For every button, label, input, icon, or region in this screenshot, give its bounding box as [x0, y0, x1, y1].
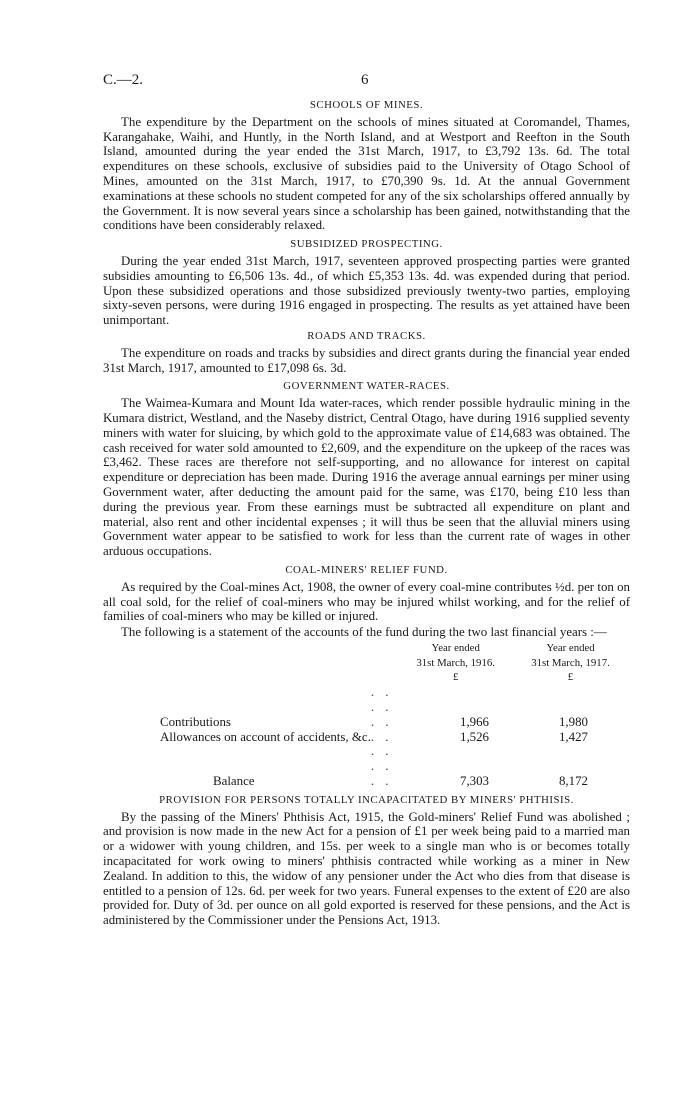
- paragraph-roads-and-tracks: The expenditure on roads and tracks by subsidies and direct grants during the financial year ended 31st March, 1917, amounted to £17,098 6s. 3d.: [103, 345, 630, 375]
- col-unit-1917: £: [567, 671, 574, 684]
- section-heading-schools-of-mines: SCHOOLS OF MINES.: [309, 99, 424, 111]
- section-heading-water-races: GOVERNMENT WATER-RACES.: [283, 380, 450, 393]
- section-heading-roads-and-tracks: ROADS AND TRACKS.: [307, 329, 426, 342]
- value-balance-1916: 7,303: [460, 774, 490, 789]
- table-header-row: [103, 656, 630, 671]
- row-leader: . . . . . .: [370, 685, 393, 729]
- paragraph-subsidized-prospecting: During the year ended 31st March, 1917, seventeen approved prospecting parties were granted subsidies amounting to £6,506 13s. 4d., of which £5,353 13s. 4d. was expended during that period. Upon these subsidized operations and those subsidized previously twenty-two parties, employing sixty-seven persons, were during 1916 engaged in prospecting. The results as yet attained have been unimportant.: [103, 253, 630, 328]
- row-label-balance: Balance: [213, 774, 255, 789]
- table-row: [103, 730, 630, 745]
- section-heading-relief-fund: COAL-MINERS' RELIEF FUND.: [285, 563, 448, 576]
- row-label-contributions: Contributions: [160, 714, 231, 729]
- row-leader: . .: [370, 729, 393, 744]
- page-body: [103, 98, 630, 929]
- table-unit-row: [103, 670, 630, 685]
- report-code: C.—2.: [103, 72, 144, 88]
- col-unit-1916: £: [452, 671, 459, 684]
- table-header-row: [103, 641, 630, 656]
- value-allowances-1916: 1,526: [460, 729, 490, 744]
- section-heading-phthisis: PROVISION FOR PERSONS TOTALLY INCAPACITATED BY MINERS' PHTHISIS.: [159, 793, 574, 806]
- page-number: 6: [361, 72, 369, 88]
- row-label-allowances: Allowances on account of accidents, &c.: [160, 729, 371, 744]
- relief-fund-accounts-table: [103, 641, 630, 789]
- paragraph-water-races: The Waimea-Kumara and Mount Ida water-races, which render possible hydraulic mining in the Kumara district, Westland, and the Naseby district, Central Otago, have during 1916 supplied seventy miners with water for sluicing, by which gold to the approximate value of £14,683 was obtained. The cash received for water sold amounted to £2,609, and the expenditure on the upkeep of the races was £3,462. These races are therefore not self-supporting, and no allowance for interest on capital expenditure or depreciation has been made. During 1916 the average annual earnings per miner using Government water, after deducting the amount paid for the same, was £170, being £10 less than during the previous year. From these earnings must be subtracted all expenditure on plant and material, also rent and other incidental expenses ; it will thus be seen that the alluvial miners using Government water appear to be satisfied to work for less than the current rate of wages in other arduous occupations.: [103, 396, 630, 559]
- paragraph-schools-of-mines: The expenditure by the Department on the schools of mines situated at Coromandel, Thames, Karangahake, Waihi, and Huntly, in the North Island, and at Westport and Reefton in the South Island, amounted during the year ended the 31st March, 1917, to £3,792 13s. 6d. The total expenditures on these schools, exclusive of subsidies paid to the University of Otago School of Mines, amounted on the 31st March, 1917, to £70,390 9s. 1d. At the annual Government examinations at these schools no student competed for any of the six scholarships offered annually by the Government. It is now several years since a scholarship has been gained, notwithstanding that the conditions have been considerably relaxed.: [103, 114, 630, 233]
- table-row: [103, 685, 630, 729]
- col-head-1916-line1: Year ended: [431, 641, 480, 654]
- section-heading-subsidized-prospecting: SUBSIDIZED PROSPECTING.: [290, 238, 443, 251]
- col-head-1917-line1: Year ended: [546, 641, 595, 654]
- value-contributions-1916: 1,966: [460, 714, 490, 729]
- value-balance-1917: 8,172: [558, 774, 588, 789]
- col-head-1916-line2: 31st March, 1916.: [416, 656, 495, 669]
- value-allowances-1917: 1,427: [558, 729, 588, 744]
- col-head-1917-line2: 31st March, 1917.: [531, 656, 610, 669]
- value-contributions-1917: 1,980: [558, 714, 588, 729]
- paragraph-relief-fund-act: As required by the Coal-mines Act, 1908, the owner of every coal-mine contributes ½d. per ton on all coal sold, for the relief of coal-miners who may be injured whilst working, and for the relief of families of coal-miners who may be killed or injured.: [103, 579, 630, 624]
- table-row: [103, 744, 630, 788]
- row-leader: . . . . . .: [370, 744, 393, 789]
- paragraph-relief-fund-statement: The following is a statement of the accounts of the fund during the two last financial years :—: [121, 625, 607, 640]
- paragraph-phthisis: By the passing of the Miners' Phthisis Act, 1915, the Gold-miners' Relief Fund was abolished ; and provision is now made in the new Act for a pension of £1 per week being paid to a married man or a widower with young children, and 15s. per week to a single man who is or becomes totally incapacitated for work owing to miners' phthisis contracted while working as a miner in New Zealand. In addition to this, the widow of any pensioner under the Act who dies from that disease is entitled to a pension of 12s. 6d. per week for two years. Funeral expenses to the extent of £20 are also provided for. Duty of 3d. per ounce on all gold exported is reserved for these pensions, and the Act is administered by the Commissioner under the Pensions Act, 1913.: [103, 809, 630, 928]
